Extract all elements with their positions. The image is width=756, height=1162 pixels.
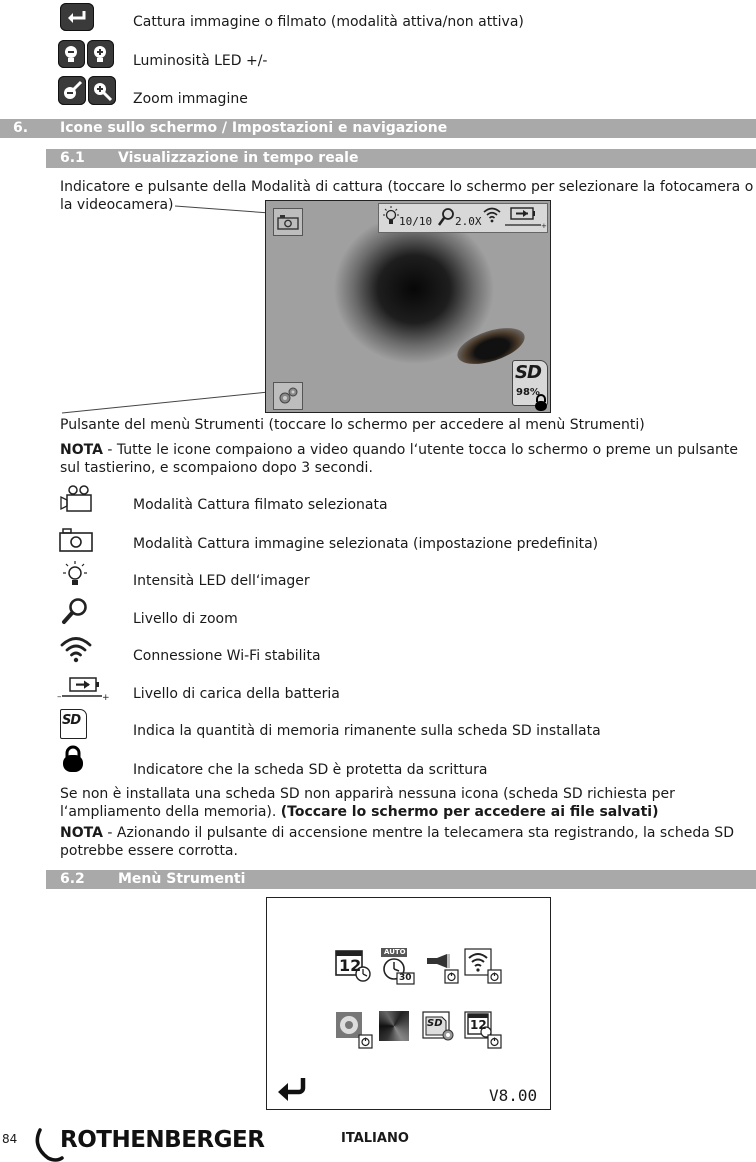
icon-list-text-1: Modalità Cattura immagine selezionata (impostazione predefinita) [133, 536, 599, 552]
back-icon[interactable] [275, 1074, 309, 1102]
svg-text:+: + [102, 693, 110, 703]
sd-format-button[interactable] [422, 1011, 456, 1045]
sd-format-label: SD [427, 1018, 443, 1029]
icon-list-text-5: Livello di carica della batteria [133, 686, 340, 702]
icon-list-text-7: Indicatore che la scheda SD è protetta da scrittura [133, 762, 488, 778]
note-2 [60, 824, 752, 842]
section-6-2-title: Menù Strumenti [118, 871, 246, 887]
led-level-value: 10/10 [399, 215, 433, 228]
camera-icon [277, 214, 299, 230]
note-2-line-1: - Azionando il pulsante di accensione mentre la telecamera sta registrando, la scheda SD [102, 825, 734, 841]
zoom-level-value: 2.0X [455, 215, 482, 228]
note-2-label: NOTA [60, 825, 103, 841]
lock-icon [60, 745, 86, 773]
section-6-title: Icone sullo schermo / Impostazioni e navigazione [60, 120, 448, 136]
svg-text:+: + [541, 222, 547, 230]
sd-note-line-2 [60, 803, 752, 821]
icon-list-text-3: Livello di zoom [133, 611, 238, 627]
svg-text:–: – [57, 692, 62, 702]
date-stamp-button[interactable] [464, 1011, 502, 1049]
battery-icon [57, 676, 109, 702]
section-6-2-header [46, 870, 756, 889]
write-protect-lock-icon [534, 395, 548, 411]
section-6-2-number: 6.2 [60, 871, 85, 887]
sd-card-label: SD [515, 362, 541, 383]
note-2-line-2: potrebbe essere corrotta. [60, 843, 238, 859]
note-1 [60, 441, 752, 459]
key-zoom-text: Zoom immagine [133, 91, 248, 107]
tools-button-caption: Pulsante del menù Strumenti (toccare lo schermo per accedere al menù Strumenti) [60, 417, 645, 433]
capture-mode-button[interactable] [273, 208, 303, 236]
sd-icon-label: SD [62, 713, 81, 728]
auto-label: AUTO [384, 948, 406, 956]
icon-list-text-6: Indica la quantità di memoria rimanente sulla scheda SD installata [133, 723, 601, 739]
sd-note-line-2a: l‘ampliamento della memoria). [60, 804, 281, 820]
video-camera-icon [60, 484, 94, 514]
note-1-line-1: - Tutte le icone compaiono a video quando l‘utente tocca lo schermo o preme un pulsante [102, 442, 738, 458]
sd-note-line-1: Se non è installata una scheda SD non apparirà nessuna icona (scheda SD richiesta per [60, 786, 675, 802]
wifi-status-icon [483, 207, 501, 223]
date-time-number: 12 [339, 956, 362, 975]
intro-line-2: la videocamera) [60, 197, 174, 213]
intro-line-1: Indicatore e pulsante della Modalità di cattura (toccare lo schermo per selezionare la fotocamera o [60, 179, 754, 195]
note-1-line-2: sul tastierino, e scompaiono dopo 3 secondi. [60, 460, 373, 476]
wifi-power-button[interactable] [464, 948, 502, 984]
recorder-power-button[interactable] [335, 1011, 373, 1049]
wifi-icon [60, 634, 92, 664]
icon-list-text-0: Modalità Cattura filmato selezionata [133, 497, 388, 513]
key-led-text: Luminosità LED +/- [133, 53, 268, 69]
image-settings-button[interactable] [379, 1011, 409, 1041]
gears-icon [276, 386, 300, 406]
status-bar [378, 203, 548, 233]
sd-card-percentage: 98% [516, 387, 540, 398]
section-6-1-title: Visualizzazione in tempo reale [118, 150, 359, 166]
icon-list-text-2: Intensità LED dell‘imager [133, 573, 310, 589]
note-1-label: NOTA [60, 442, 103, 458]
sd-card-icon [60, 709, 87, 739]
led-icon [60, 559, 90, 589]
auto-timer-value: 30 [399, 973, 412, 983]
icon-list-text-4: Connessione Wi-Fi stabilita [133, 648, 321, 664]
battery-status-icon [503, 207, 545, 229]
page-number: 84 [2, 1132, 18, 1146]
live-view-screen[interactable] [265, 200, 551, 413]
tools-menu-screen [266, 897, 551, 1110]
brand-logo: ROTHENBERGER [60, 1127, 265, 1153]
auto-off-button[interactable] [377, 947, 415, 985]
led-power-button[interactable] [421, 948, 459, 984]
date-stamp-number: 12 [470, 1018, 487, 1032]
led-status-icon [382, 205, 400, 227]
zoom-status-icon [437, 206, 455, 228]
section-6-1-number: 6.1 [60, 150, 85, 166]
key-capture-text: Cattura immagine o filmato (modalità attiva/non attiva) [133, 14, 524, 30]
firmware-version: V8.00 [489, 1086, 538, 1105]
magnifier-icon [60, 596, 90, 626]
sd-note-line-2b: (Toccare lo schermo per accedere ai file salvati) [280, 804, 659, 820]
section-6-number: 6. [13, 120, 29, 136]
language-label: ITALIANO [341, 1131, 409, 1146]
tools-menu-button[interactable] [273, 382, 303, 410]
camera-icon [58, 527, 94, 553]
date-time-button[interactable] [335, 949, 371, 983]
